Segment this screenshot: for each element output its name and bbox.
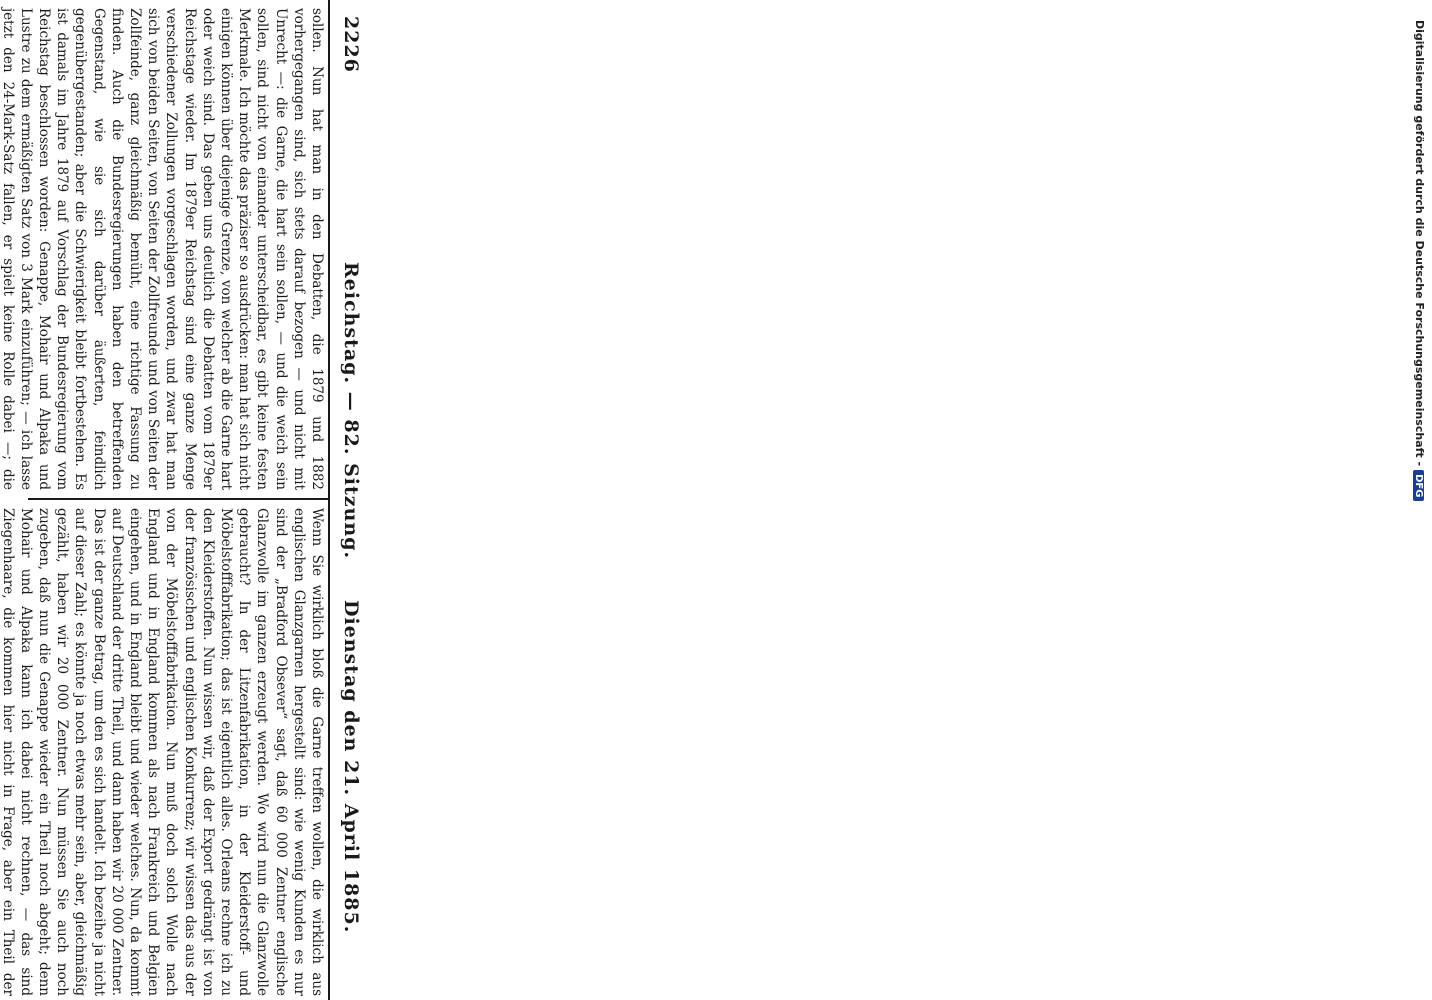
header-rule <box>328 0 330 1000</box>
text-column-left <box>0 8 326 490</box>
page-header <box>330 0 370 1000</box>
left-column-text: sollen. Nun hat man in den Debatten, die 1879 und 1882 vorhergegangen sind, sich stets darauf bezogen — und nicht mit Unrecht —: die Garne, die hart sein sollen, — und die weich sein sollen, sind nicht von einander unterscheidbar, es gibt keine festen Merkmale. Ich möchte das präziser so ausdrücken: man hat sich nicht einigen können über diejenige Grenze, von welcher ab die Garne hart oder weich sind. Das geben uns deutlich die Debatten vom 1879er Reichstage wieder. Im 1879er Reichstag sind eine ganze Menge verschiedener Zollungen vorgeschlagen worden, und zwar hat man sich von beiden Seiten, von Seiten der Zollfreunde und von Seiten der Zollfeinde, ganz gleichmäßig bemüht, eine richtige Fassung zu finden. Auch die Bundesregierungen haben den betreffenden Gegenstand, wie sie sich darüber äußerten, feindlich gegenübergestanden; aber die Schwierigkeit bleibt fortbestehen. Es ist damals im Jahre 1879 auf Vorschlag der Bundesregierung vom Reichstag beschlossen worden: Genappe, Mohair und Alpaka und Lustre zu dem ermäßigten Satz von 3 Mark einzuführen; — ich lasse jetzt den 24-Mark-Satz fallen, er spielt keine Rolle dabei —; die <box>0 8 325 490</box>
digitization-credit <box>1406 20 1426 700</box>
text-column-right <box>0 508 326 996</box>
credit-text: Digitalisierung gefördert durch die Deutsche Forschungsgemeinschaft - <box>1413 20 1426 467</box>
session-title: Reichstag. — 82. Sitzung. <box>340 262 362 560</box>
dfg-logo: DFG <box>1413 470 1424 501</box>
date-title: Dienstag den 21. April 1885. <box>340 600 362 934</box>
right-column-text: Wenn Sie wirklich bloß die Garne treffen wollen, die wirklich aus englischen Glanzgarnen hergestellt sind: wie wenig Kunden es nur sind der „Bradford Obsever“ sagt, daß 60 000 Zentner englische Glanzwolle im ganzen erzeugt werden. Wo wird nun die Glanzwolle gebraucht? In der Litzenfabrikation, in der Kleiderstoff- und Möbelstofffabrikation; das ist eigentlich alles. Orleans rechne ich zu den Kleiderstoffen. Nun wissen wir, daß der Export gedrängt ist von der französischen und englischen Konkurrenz; wir wissen das aus der von der Möbelstofffabrikation. Nun muß doch solch Wolle nach England und in England kommen als nach Frankreich und Belgien eingehen, und in England bleibt und wieder welches. Nun, da kommt auf Deutschland der dritte Theil, und dann haben wir 20 000 Zentner. Das ist der ganze Betrag, um den es sich handelt. Ich bezeihe ja nicht auf dieser Zahl; es könnte ja noch etwas mehr sein, aber, gleichmäßig gezählt, haben wir 20 000 Zentner. Nun müssen Sie auch noch zugeben, daß nun die Genappe wieder ein Theil noch abgeht; denn Mohair und Alpaka kann ich dabei nicht rechnen, — das sind Ziegenhaare, die kommen hier nicht in Frage, aber ein Theil der <box>0 508 325 996</box>
column-divider <box>28 498 328 500</box>
page-number: 2226 <box>340 16 362 73</box>
